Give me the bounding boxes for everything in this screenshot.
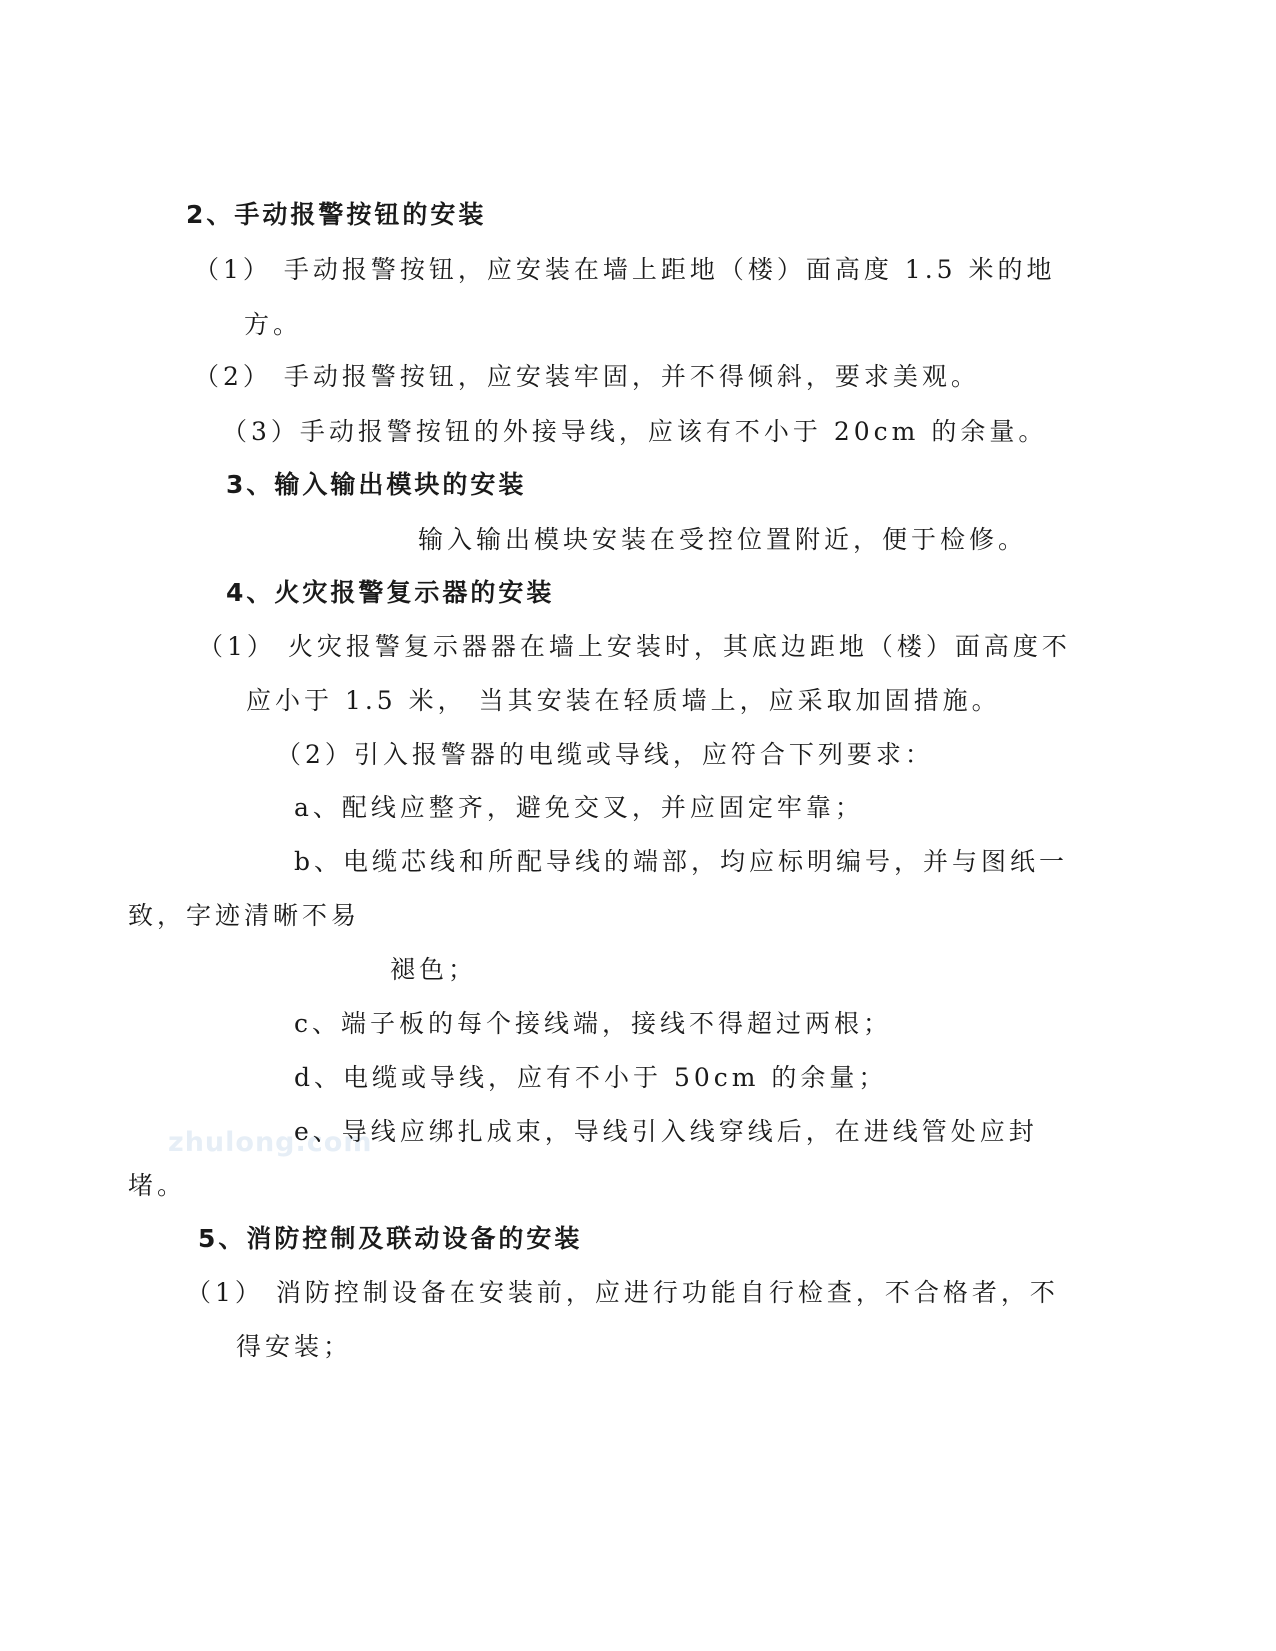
- section-2-heading: 2、手动报警按钮的安装: [186, 200, 487, 229]
- paragraph-line: 得安装；: [236, 1332, 353, 1361]
- paragraph-line: 应小于 1.5 米， 当其安装在轻质墙上，应采取加固措施。: [246, 686, 1001, 715]
- list-item-continued: 致，字迹清晰不易: [128, 901, 361, 930]
- list-item: d、电缆或导线，应有不小于 50cm 的余量；: [294, 1063, 888, 1092]
- list-item: a、配线应整齐，避免交叉，并应固定牢靠；: [294, 793, 864, 822]
- paragraph-line: （1） 手动报警按钮，应安装在墙上距地（楼）面高度 1.5 米的地: [194, 255, 1056, 284]
- section-5-heading: 5、消防控制及联动设备的安装: [198, 1224, 583, 1253]
- paragraph-line: （1） 火灾报警复示器器在墙上安装时，其底边距地（楼）面高度不: [198, 632, 1071, 661]
- paragraph-line: 方。: [244, 310, 303, 339]
- section-3-heading: 3、输入输出模块的安装: [226, 470, 527, 499]
- paragraph-line: 输入输出模块安装在受控位置附近，便于检修。: [418, 525, 1028, 554]
- list-item-continued: 堵。: [128, 1171, 187, 1200]
- paragraph-line: （2） 手动报警按钮，应安装牢固，并不得倾斜，要求美观。: [194, 362, 980, 391]
- paragraph-line: （1） 消防控制设备在安装前，应进行功能自行检查，不合格者，不: [186, 1278, 1059, 1307]
- list-item-continued: 褪色；: [390, 955, 478, 984]
- list-item: e、导线应绑扎成束，导线引入线穿线后，在进线管处应封: [294, 1117, 1038, 1146]
- paragraph-line: （2）引入报警器的电缆或导线，应符合下列要求：: [276, 740, 934, 769]
- list-item: c、端子板的每个接线端，接线不得超过两根；: [294, 1009, 893, 1038]
- paragraph-line: （3）手动报警按钮的外接导线，应该有不小于 20cm 的余量。: [222, 417, 1048, 446]
- watermark: zhulong.com: [168, 1127, 373, 1158]
- section-4-heading: 4、火灾报警复示器的安装: [226, 578, 555, 607]
- list-item: b、电缆芯线和所配导线的端部，均应标明编号，并与图纸一: [294, 847, 1069, 876]
